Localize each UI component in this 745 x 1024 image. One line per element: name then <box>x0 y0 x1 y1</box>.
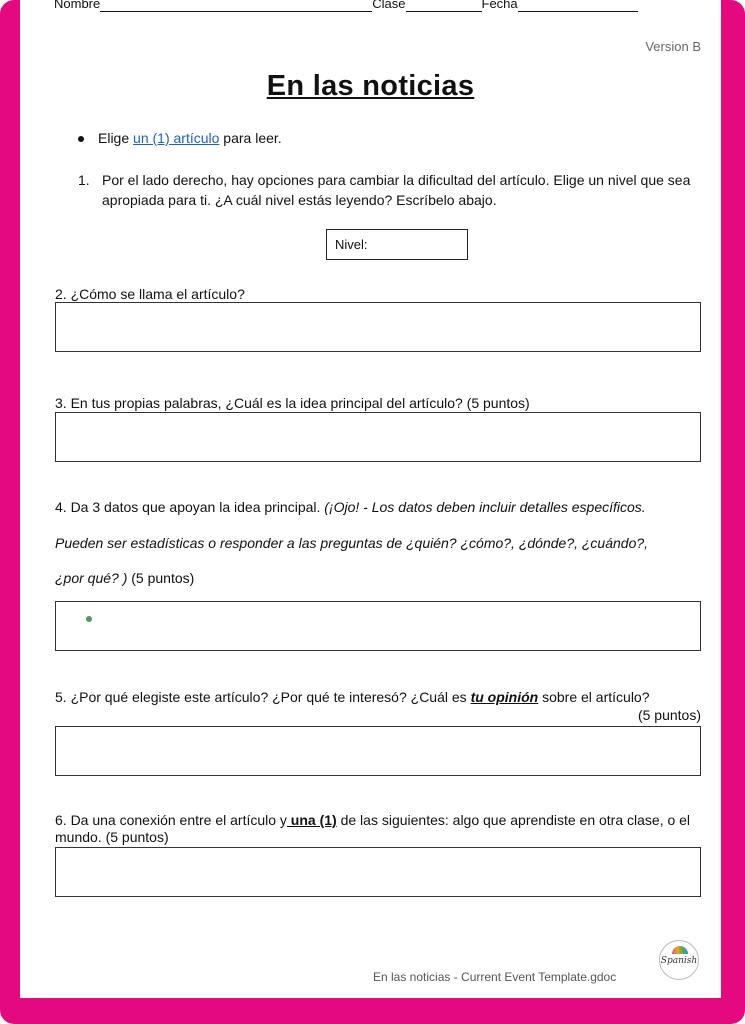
question-4-note-2: Pueden ser estadísticas o responder a las preguntas de ¿quién? ¿cómo?, ¿dónde?, ¿cuándo?, <box>55 535 649 551</box>
logo-arc <box>672 946 688 954</box>
answer-box-6[interactable] <box>55 847 701 897</box>
answer-box-5[interactable] <box>55 726 701 776</box>
nombre-blank[interactable] <box>100 0 372 12</box>
nivel-label: Nivel: <box>335 237 368 252</box>
version-label: Version B <box>645 39 701 54</box>
question-4-points: (5 puntos) <box>127 570 195 586</box>
question-1-number: 1. <box>78 172 90 188</box>
answer-box-4[interactable] <box>55 601 701 651</box>
question-5-emphasis: tu opinión <box>470 689 539 705</box>
question-6-tail: de las siguientes: algo que aprendiste en otra clase, o el mundo. (5 puntos) <box>55 812 691 845</box>
question-4-note-3: ¿por qué? ) <box>55 570 128 586</box>
spanish-logo-icon <box>659 940 699 980</box>
green-bullet-icon <box>86 616 92 622</box>
question-5 <box>55 687 650 707</box>
question-5-lead: 5. ¿Por qué elegiste este artículo? ¿Por qué te interesó? ¿Cuál es <box>55 689 471 705</box>
bullet-prefix: Elige <box>98 130 134 146</box>
footer-filename: En las noticias - Current Event Template.gdoc <box>373 970 617 984</box>
question-5-points: (5 puntos) <box>637 707 701 723</box>
question-1 <box>78 170 698 210</box>
article-link[interactable]: un (1) artículo <box>133 130 220 146</box>
page-title: En las noticias <box>266 70 475 102</box>
answer-box-2[interactable] <box>55 302 701 352</box>
clase-blank[interactable] <box>406 0 482 12</box>
question-4-note-1: (¡Ojo! - Los datos deben incluir detalles específicos. <box>324 499 646 515</box>
fecha-blank[interactable] <box>518 0 638 12</box>
nivel-box[interactable] <box>326 229 468 260</box>
question-6-emphasis: una (1) <box>286 812 337 828</box>
question-4-line-3 <box>55 568 194 588</box>
bullet-suffix: para leer. <box>219 130 282 146</box>
nombre-label: Nombre <box>54 0 101 11</box>
instruction-bullet <box>78 130 282 146</box>
question-6-lead: 6. Da una conexión entre el artículo y <box>55 812 287 828</box>
logo-text: Spanish <box>660 956 698 966</box>
fecha-label: Fecha <box>481 0 518 11</box>
question-2-text: 2. ¿Cómo se llama el artículo? <box>55 286 245 302</box>
question-3-text: 3. En tus propias palabras, ¿Cuál es la idea principal del artículo? (5 puntos) <box>55 395 530 411</box>
question-5-tail: sobre el artículo? <box>538 689 650 705</box>
question-4-lead: 4. Da 3 datos que apoyan la idea principal. <box>55 499 325 515</box>
answer-box-3[interactable] <box>55 412 701 462</box>
clase-label: Clase <box>372 0 406 11</box>
header-fields <box>54 0 638 12</box>
question-1-text: Por el lado derecho, hay opciones para cambiar la dificultad del artículo. Elige un nivel que sea apropiada para ti. ¿A cuál nivel estás leyendo? Escríbelo abajo. <box>102 172 691 208</box>
question-6 <box>55 812 705 846</box>
question-4 <box>55 497 715 517</box>
bullet-dot-icon <box>78 136 84 142</box>
document-page <box>20 0 721 998</box>
